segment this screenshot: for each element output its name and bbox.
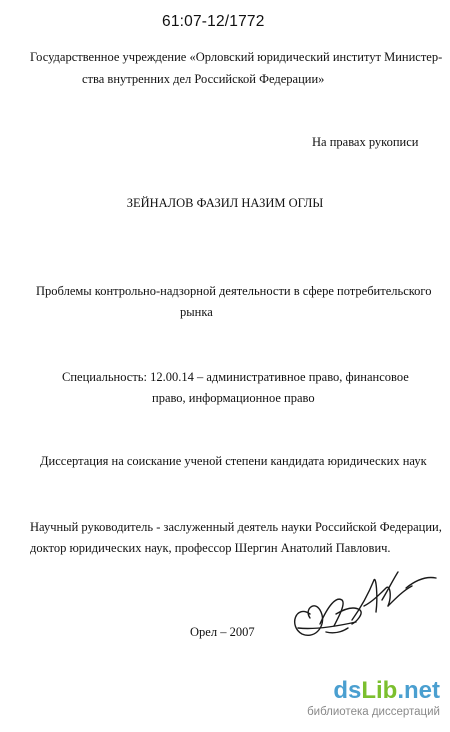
- specialty-line-2: право, информационное право: [152, 391, 315, 405]
- watermark: [268, 678, 446, 726]
- thesis-title-line-1: Проблемы контрольно-надзорной деятельности в сфере потребительского: [36, 284, 432, 298]
- handwritten-signature: [276, 566, 448, 646]
- supervisor-line-2: доктор юридических наук, профессор Шергин Анатолий Павлович.: [30, 541, 391, 555]
- watermark-subtitle: библиотека диссертаций: [307, 706, 440, 718]
- institution-line-1: Государственное учреждение «Орловский юридический институт Министер-: [30, 50, 443, 64]
- city-year: Орел – 2007: [190, 625, 255, 639]
- institution-line-2: ства внутренних дел Российской Федерации»: [82, 72, 325, 86]
- watermark-logo-ds: ds: [333, 677, 362, 704]
- specialty-line-1: Специальность: 12.00.14 – административное право, финансовое: [62, 370, 409, 384]
- thesis-title-line-2: рынка: [180, 305, 213, 319]
- watermark-logo-net: .net: [397, 677, 440, 704]
- degree-statement: Диссертация на соискание ученой степени кандидата юридических наук: [40, 454, 427, 468]
- watermark-logo-lib: Lib: [361, 677, 398, 704]
- supervisor-line-1: Научный руководитель - заслуженный деятель науки Российской Федерации,: [30, 520, 442, 534]
- manuscript-rights-label: На правах рукописи: [312, 135, 419, 149]
- registry-code: 61:07-12/1772: [162, 13, 265, 30]
- watermark-logo: [333, 678, 440, 704]
- author-name: ЗЕЙНАЛОВ ФАЗИЛ НАЗИМ ОГЛЫ: [126, 196, 324, 210]
